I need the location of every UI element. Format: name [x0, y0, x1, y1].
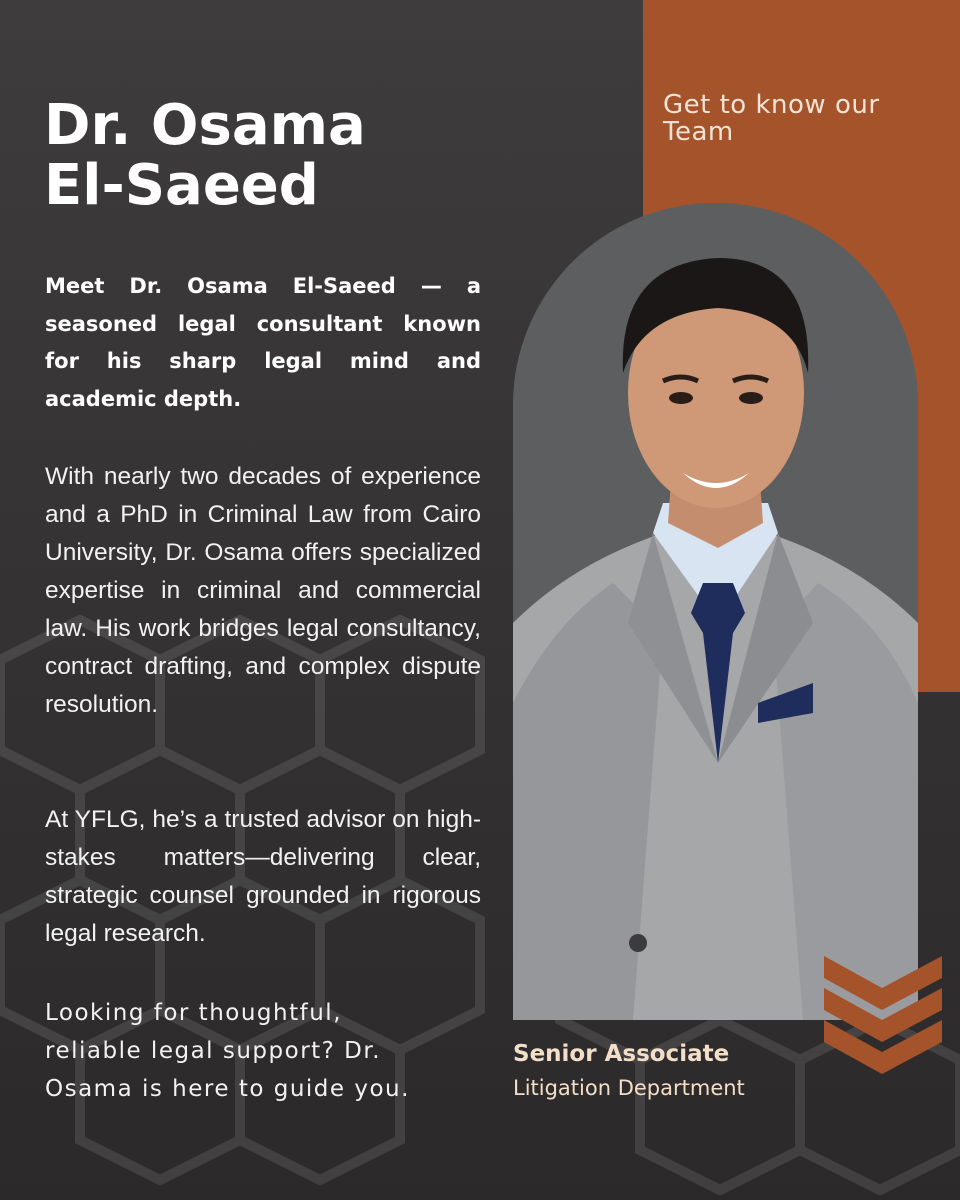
position-title: Senior Associate [513, 1041, 730, 1067]
intro-text: Meet Dr. Osama El-Saeed — a seasoned legal consultant known for his sharp legal mind and academic depth. [45, 274, 481, 411]
department-label: Litigation Department [513, 1076, 745, 1100]
page-title [44, 93, 504, 218]
team-tagline: Get to know our Team [663, 90, 880, 147]
portrait-frame [513, 203, 918, 1020]
firm-role-paragraph: At YFLG, he’s a trusted advisor on high-stakes matters—delivering clear, strategic counsel grounded in rigorous legal research. [45, 806, 481, 947]
cta-line-2: reliable legal support? Dr. [45, 1038, 382, 1064]
cta-line-3: Osama is here to guide you. [45, 1076, 410, 1102]
call-to-action [45, 994, 495, 1108]
cta-line-1: Looking for thoughtful, [45, 1000, 343, 1026]
person-portrait-icon [513, 203, 918, 1020]
title-line-2: El-Saeed [44, 153, 319, 218]
title-line-1: Dr. Osama [44, 93, 366, 158]
experience-paragraph: With nearly two decades of experience and a PhD in Criminal Law from Cairo University, Dr. Osama offers specialized expertise in criminal and commercial law. His work bridges legal consultancy, contract drafting, and complex dispute resolution. [45, 463, 481, 718]
chevron-stack-logo-icon [822, 948, 944, 1078]
